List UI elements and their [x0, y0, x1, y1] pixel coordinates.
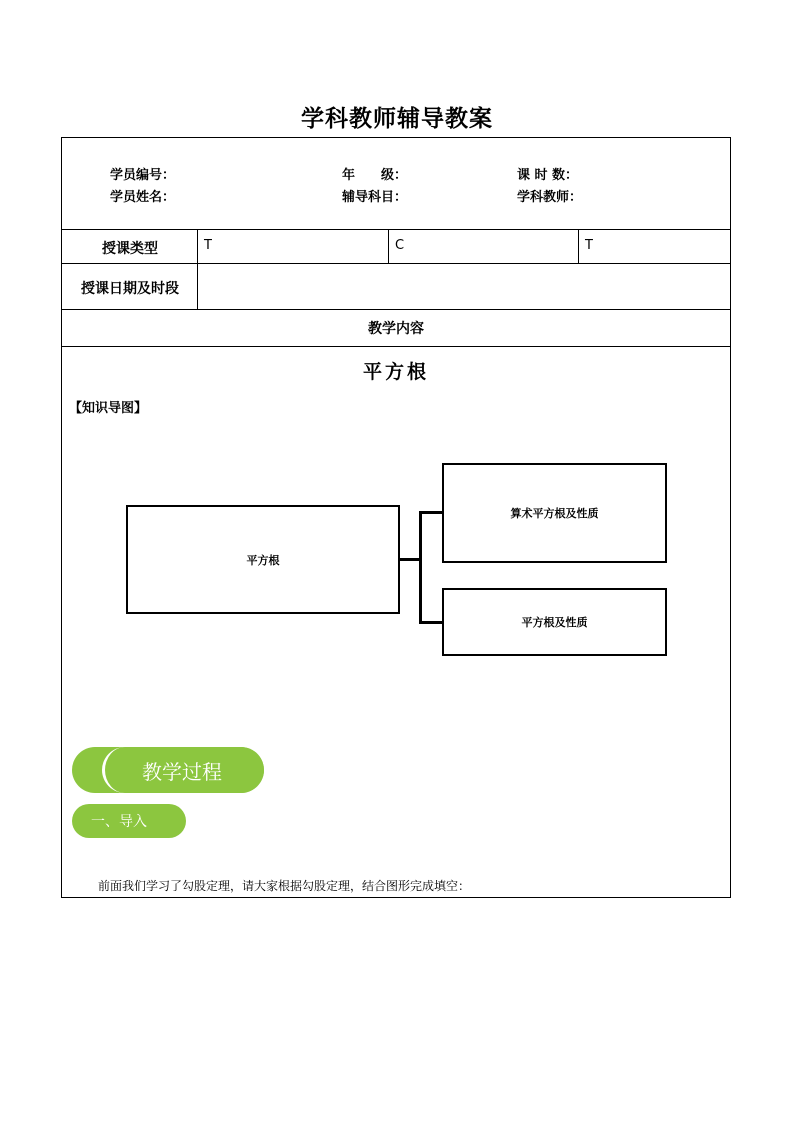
intro-badge [72, 804, 186, 838]
teaching-process-label: 教学过程 [142, 759, 222, 784]
lesson-count-label: 课 时 数： [517, 168, 579, 183]
row-divider [62, 309, 730, 310]
document-title: 学科教师辅导教案 [301, 105, 493, 132]
row-divider [62, 263, 730, 264]
intro-paragraph: 前面我们学习了勾股定理，请大家根据勾股定理，结合图形完成填空： [98, 879, 471, 893]
lesson-type-label: 授课类型 [102, 241, 158, 257]
column-divider [388, 229, 389, 263]
teacher-label: 学科教师： [517, 190, 583, 205]
mind-map-connector [399, 558, 421, 561]
intro-label: 一、导入 [91, 814, 147, 830]
row-divider [62, 229, 730, 230]
mind-map-child-square-root: 平方根及性质 [442, 588, 667, 656]
row-divider [62, 346, 730, 347]
mind-map-connector [419, 511, 443, 514]
mind-map-heading: 【知识导图】 [69, 401, 148, 416]
subject-label: 辅导科目： [342, 190, 408, 205]
column-divider [578, 229, 579, 263]
topic-title: 平方根 [362, 361, 429, 383]
mind-map-connector [419, 621, 443, 624]
grade-label: 年 级： [342, 168, 408, 183]
student-name-label: 学员姓名： [110, 190, 176, 205]
mind-map-root: 平方根 [126, 505, 400, 614]
student-no-label: 学员编号： [110, 168, 176, 183]
mind-map-child-arithmetic-root: 算术平方根及性质 [442, 463, 667, 563]
lesson-type-option-3[interactable]: T [585, 238, 593, 253]
date-time-label: 授课日期及时段 [81, 281, 179, 297]
mind-map-connector [419, 511, 422, 624]
content-header: 教学内容 [368, 321, 424, 337]
lesson-plan-table [61, 137, 731, 898]
teaching-process-badge [72, 747, 264, 793]
lesson-type-option-1[interactable]: T [204, 238, 212, 253]
lesson-type-option-2[interactable]: C [395, 238, 405, 253]
